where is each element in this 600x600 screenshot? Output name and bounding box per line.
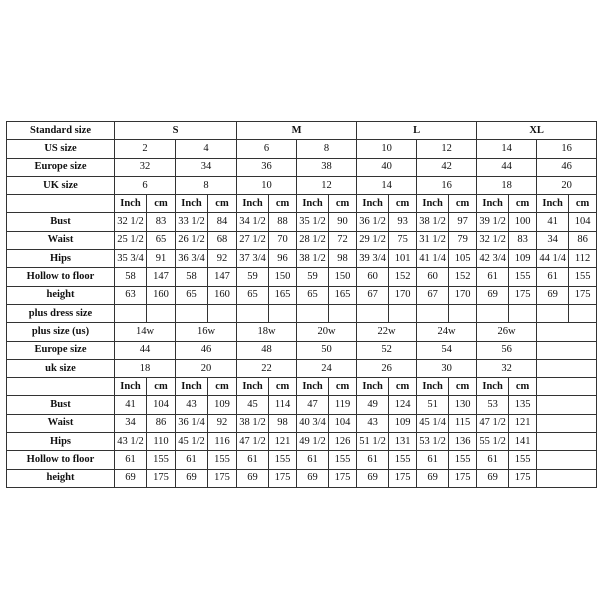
plus-measure-cell: 175 (208, 469, 237, 487)
plus-title-row (7, 304, 597, 322)
standard-size-label: Standard size (7, 122, 115, 140)
measure-cell: 83 (509, 231, 537, 249)
measure-row (7, 231, 597, 249)
measure-cell: 35 3/4 (115, 250, 147, 268)
europe-size-cell: 34 (176, 158, 237, 176)
plus-measure-cell: 61 (297, 451, 329, 469)
measure-cell: 44 1/4 (537, 250, 569, 268)
blank-cell (147, 304, 176, 322)
plus-measure-label: Hips (7, 433, 115, 451)
measure-cell: 170 (389, 286, 417, 304)
blank-cell (297, 304, 329, 322)
plus-measure-cell: 175 (269, 469, 297, 487)
plus-measure-label: height (7, 469, 115, 487)
plus-measure-cell: 175 (389, 469, 417, 487)
plus-measure-cell: 155 (449, 451, 477, 469)
measure-cell: 27 1/2 (237, 231, 269, 249)
europe-size-cell: 32 (115, 158, 176, 176)
unit-cell: Inch (477, 378, 509, 396)
plus-europe-size-cell: 48 (237, 341, 297, 359)
measure-cell: 93 (389, 213, 417, 231)
measure-cell: 175 (569, 286, 597, 304)
plus-measure-cell: 86 (147, 414, 176, 432)
measure-row (7, 213, 597, 231)
measure-cell: 72 (329, 231, 357, 249)
measure-cell: 150 (269, 268, 297, 286)
plus-measure-cell: 131 (389, 433, 417, 451)
blank-cell (509, 304, 537, 322)
blank-cell (237, 304, 269, 322)
plus-measure-row (7, 396, 597, 414)
blank-cell (537, 304, 569, 322)
unit-cell: cm (208, 195, 237, 213)
europe-size-cell: 40 (357, 158, 417, 176)
plus-measure-cell: 69 (115, 469, 147, 487)
measure-cell: 63 (115, 286, 147, 304)
plus-uk-size-label: uk size (7, 359, 115, 377)
plus-measure-cell: 45 (237, 396, 269, 414)
plus-measure-cell: 130 (449, 396, 477, 414)
measure-cell: 97 (449, 213, 477, 231)
plus-measure-cell: 119 (329, 396, 357, 414)
unit-cell: cm (208, 378, 237, 396)
blank-cell (7, 195, 115, 213)
measure-label: Hollow to floor (7, 268, 115, 286)
plus-europe-size-label: Europe size (7, 341, 115, 359)
measure-cell: 155 (509, 268, 537, 286)
us-size-cell: 2 (115, 140, 176, 158)
plus-measure-cell: 51 (417, 396, 449, 414)
standard-size-cell: S (115, 122, 237, 140)
plus-uk-size-cell: 18 (115, 359, 176, 377)
measure-cell: 37 3/4 (237, 250, 269, 268)
measure-cell: 65 (237, 286, 269, 304)
measure-cell: 70 (269, 231, 297, 249)
blank-cell (537, 359, 597, 377)
blank-cell (569, 304, 597, 322)
measure-cell: 39 1/2 (477, 213, 509, 231)
unit-cell: cm (269, 378, 297, 396)
plus-measure-cell: 121 (269, 433, 297, 451)
measure-cell: 83 (147, 213, 176, 231)
unit-cell: Inch (115, 195, 147, 213)
measure-cell: 165 (329, 286, 357, 304)
uk-size-cell: 14 (357, 176, 417, 194)
measure-cell: 67 (417, 286, 449, 304)
measure-cell: 160 (208, 286, 237, 304)
plus-uk-size-cell: 20 (176, 359, 237, 377)
blank-cell (537, 323, 597, 341)
europe-size-cell: 42 (417, 158, 477, 176)
measure-cell: 109 (509, 250, 537, 268)
plus-uk-size-cell: 32 (477, 359, 537, 377)
standard-size-cell: M (237, 122, 357, 140)
plus-measure-cell: 175 (449, 469, 477, 487)
plus-measure-cell: 53 (477, 396, 509, 414)
unit-cell: cm (509, 378, 537, 396)
unit-cell: Inch (237, 195, 269, 213)
measure-cell: 59 (237, 268, 269, 286)
measure-cell: 98 (329, 250, 357, 268)
blank-cell (269, 304, 297, 322)
unit-cell: cm (569, 195, 597, 213)
plus-measure-cell: 175 (147, 469, 176, 487)
measure-cell: 69 (477, 286, 509, 304)
plus-measure-cell: 104 (147, 396, 176, 414)
measure-cell: 84 (208, 213, 237, 231)
plus-measure-cell: 47 (297, 396, 329, 414)
measure-cell: 67 (357, 286, 389, 304)
plus-dress-size-title: plus dress size (7, 304, 115, 322)
measure-cell: 170 (449, 286, 477, 304)
plus-us-size-cell: 20w (297, 323, 357, 341)
plus-measure-cell: 116 (208, 433, 237, 451)
measure-cell: 112 (569, 250, 597, 268)
standard-size-cell: XL (477, 122, 597, 140)
plus-us-size-row (7, 323, 597, 341)
measure-cell: 31 1/2 (417, 231, 449, 249)
plus-measure-cell: 45 1/4 (417, 414, 449, 432)
plus-measure-label: Waist (7, 414, 115, 432)
plus-measure-cell: 69 (477, 469, 509, 487)
plus-measure-cell: 69 (417, 469, 449, 487)
europe-size-label: Europe size (7, 158, 115, 176)
unit-cell: Inch (176, 378, 208, 396)
size-chart-body (7, 122, 597, 488)
measure-cell: 90 (329, 213, 357, 231)
blank-cell (537, 451, 597, 469)
plus-measure-cell: 69 (237, 469, 269, 487)
plus-uk-size-row (7, 359, 597, 377)
unit-cell: Inch (297, 378, 329, 396)
measure-cell: 39 3/4 (357, 250, 389, 268)
measure-cell: 33 1/2 (176, 213, 208, 231)
plus-measure-cell: 155 (208, 451, 237, 469)
measure-label: Waist (7, 231, 115, 249)
plus-measure-row (7, 433, 597, 451)
measure-row (7, 250, 597, 268)
plus-us-size-cell: 24w (417, 323, 477, 341)
measure-cell: 32 1/2 (115, 213, 147, 231)
plus-measure-cell: 124 (389, 396, 417, 414)
measure-cell: 101 (389, 250, 417, 268)
plus-measure-cell: 175 (329, 469, 357, 487)
measure-cell: 152 (389, 268, 417, 286)
plus-measure-row (7, 414, 597, 432)
uk-size-cell: 20 (537, 176, 597, 194)
uk-size-cell: 6 (115, 176, 176, 194)
measure-cell: 35 1/2 (297, 213, 329, 231)
measure-cell: 59 (297, 268, 329, 286)
measure-cell: 88 (269, 213, 297, 231)
plus-europe-size-cell: 56 (477, 341, 537, 359)
measure-cell: 100 (509, 213, 537, 231)
blank-cell (7, 378, 115, 396)
plus-measure-label: Hollow to floor (7, 451, 115, 469)
plus-measure-cell: 110 (147, 433, 176, 451)
measure-cell: 65 (176, 286, 208, 304)
unit-cell: cm (269, 195, 297, 213)
uk-size-cell: 10 (237, 176, 297, 194)
europe-size-cell: 38 (297, 158, 357, 176)
blank-cell (537, 341, 597, 359)
measure-cell: 41 1/4 (417, 250, 449, 268)
plus-measure-label: Bust (7, 396, 115, 414)
measure-cell: 104 (569, 213, 597, 231)
plus-uk-size-cell: 24 (297, 359, 357, 377)
blank-cell (389, 304, 417, 322)
plus-measure-cell: 155 (147, 451, 176, 469)
unit-cell: Inch (417, 378, 449, 396)
unit-cell: Inch (115, 378, 147, 396)
blank-cell (115, 304, 147, 322)
plus-measure-cell: 135 (509, 396, 537, 414)
blank-cell (537, 414, 597, 432)
us-size-row (7, 140, 597, 158)
measure-cell: 58 (115, 268, 147, 286)
us-size-label: US size (7, 140, 115, 158)
measure-cell: 60 (417, 268, 449, 286)
unit-cell: Inch (176, 195, 208, 213)
plus-measure-cell: 49 (357, 396, 389, 414)
measure-cell: 42 3/4 (477, 250, 509, 268)
plus-us-size-cell: 26w (477, 323, 537, 341)
measure-cell: 34 1/2 (237, 213, 269, 231)
measure-cell: 92 (208, 250, 237, 268)
us-size-cell: 10 (357, 140, 417, 158)
measure-cell: 26 1/2 (176, 231, 208, 249)
plus-measure-cell: 47 1/2 (237, 433, 269, 451)
plus-europe-size-row (7, 341, 597, 359)
plus-measure-cell: 61 (417, 451, 449, 469)
measure-cell: 165 (269, 286, 297, 304)
standard-size-row (7, 122, 597, 140)
measure-cell: 86 (569, 231, 597, 249)
plus-measure-cell: 136 (449, 433, 477, 451)
measure-cell: 105 (449, 250, 477, 268)
plus-measure-cell: 109 (208, 396, 237, 414)
measure-cell: 68 (208, 231, 237, 249)
europe-size-row (7, 158, 597, 176)
plus-europe-size-cell: 52 (357, 341, 417, 359)
measure-label: Hips (7, 250, 115, 268)
blank-cell (329, 304, 357, 322)
measure-cell: 69 (537, 286, 569, 304)
uk-size-cell: 18 (477, 176, 537, 194)
blank-cell (537, 396, 597, 414)
plus-measure-cell: 61 (115, 451, 147, 469)
measure-cell: 41 (537, 213, 569, 231)
uk-size-label: UK size (7, 176, 115, 194)
unit-cell: cm (147, 195, 176, 213)
measure-cell: 60 (357, 268, 389, 286)
plus-measure-cell: 69 (297, 469, 329, 487)
unit-cell: cm (329, 378, 357, 396)
plus-measure-cell: 92 (208, 414, 237, 432)
plus-measure-cell: 43 1/2 (115, 433, 147, 451)
plus-measure-cell: 47 1/2 (477, 414, 509, 432)
plus-measure-cell: 98 (269, 414, 297, 432)
measure-cell: 150 (329, 268, 357, 286)
plus-measure-cell: 40 3/4 (297, 414, 329, 432)
measure-cell: 160 (147, 286, 176, 304)
measure-label: Bust (7, 213, 115, 231)
unit-cell: cm (449, 195, 477, 213)
plus-uk-size-cell: 22 (237, 359, 297, 377)
plus-measure-cell: 114 (269, 396, 297, 414)
us-size-cell: 12 (417, 140, 477, 158)
plus-measure-cell: 61 (176, 451, 208, 469)
plus-measure-cell: 53 1/2 (417, 433, 449, 451)
uk-size-cell: 12 (297, 176, 357, 194)
us-size-cell: 6 (237, 140, 297, 158)
blank-cell (537, 433, 597, 451)
plus-measure-cell: 115 (449, 414, 477, 432)
plus-us-size-cell: 22w (357, 323, 417, 341)
measure-cell: 34 (537, 231, 569, 249)
plus-measure-cell: 155 (389, 451, 417, 469)
standard-size-cell: L (357, 122, 477, 140)
unit-cell: Inch (357, 195, 389, 213)
us-size-cell: 14 (477, 140, 537, 158)
europe-size-cell: 46 (537, 158, 597, 176)
unit-cell: Inch (297, 195, 329, 213)
measure-cell: 38 1/2 (297, 250, 329, 268)
blank-cell (417, 304, 449, 322)
measure-cell: 147 (208, 268, 237, 286)
measure-cell: 61 (477, 268, 509, 286)
plus-measure-cell: 155 (509, 451, 537, 469)
uk-size-cell: 16 (417, 176, 477, 194)
uk-size-row (7, 176, 597, 194)
blank-cell (477, 304, 509, 322)
plus-us-size-cell: 16w (176, 323, 237, 341)
measure-cell: 147 (147, 268, 176, 286)
plus-measure-cell: 175 (509, 469, 537, 487)
plus-us-size-cell: 14w (115, 323, 176, 341)
plus-measure-cell: 45 1/2 (176, 433, 208, 451)
measure-cell: 58 (176, 268, 208, 286)
measure-cell: 175 (509, 286, 537, 304)
plus-measure-cell: 41 (115, 396, 147, 414)
blank-cell (176, 304, 208, 322)
plus-measure-cell: 155 (269, 451, 297, 469)
blank-cell (357, 304, 389, 322)
size-chart-table (6, 121, 597, 488)
measure-cell: 65 (297, 286, 329, 304)
measure-cell: 152 (449, 268, 477, 286)
unit-cell: Inch (417, 195, 449, 213)
unit-cell: Inch (237, 378, 269, 396)
unit-cell: cm (509, 195, 537, 213)
plus-us-size-label: plus size (us) (7, 323, 115, 341)
plus-measure-row (7, 451, 597, 469)
uk-size-cell: 8 (176, 176, 237, 194)
plus-europe-size-cell: 46 (176, 341, 237, 359)
blank-cell (537, 469, 597, 487)
plus-measure-cell: 104 (329, 414, 357, 432)
us-size-cell: 4 (176, 140, 237, 158)
plus-measure-cell: 109 (389, 414, 417, 432)
europe-size-cell: 36 (237, 158, 297, 176)
measure-cell: 36 3/4 (176, 250, 208, 268)
units-row (7, 195, 597, 213)
blank-cell (449, 304, 477, 322)
plus-uk-size-cell: 30 (417, 359, 477, 377)
measure-cell: 155 (569, 268, 597, 286)
plus-measure-cell: 43 (357, 414, 389, 432)
unit-cell: cm (389, 378, 417, 396)
measure-cell: 96 (269, 250, 297, 268)
plus-measure-cell: 61 (477, 451, 509, 469)
measure-row (7, 268, 597, 286)
blank-cell (208, 304, 237, 322)
plus-measure-cell: 49 1/2 (297, 433, 329, 451)
unit-cell: Inch (357, 378, 389, 396)
plus-uk-size-cell: 26 (357, 359, 417, 377)
plus-measure-cell: 155 (329, 451, 357, 469)
plus-measure-cell: 43 (176, 396, 208, 414)
measure-cell: 75 (389, 231, 417, 249)
plus-measure-cell: 69 (357, 469, 389, 487)
measure-cell: 65 (147, 231, 176, 249)
measure-cell: 28 1/2 (297, 231, 329, 249)
plus-measure-row (7, 469, 597, 487)
unit-cell: Inch (537, 195, 569, 213)
measure-cell: 38 1/2 (417, 213, 449, 231)
us-size-cell: 16 (537, 140, 597, 158)
plus-measure-cell: 55 1/2 (477, 433, 509, 451)
unit-cell: cm (329, 195, 357, 213)
plus-measure-cell: 69 (176, 469, 208, 487)
unit-cell: Inch (477, 195, 509, 213)
measure-cell: 79 (449, 231, 477, 249)
plus-measure-cell: 121 (509, 414, 537, 432)
measure-cell: 91 (147, 250, 176, 268)
measure-cell: 61 (537, 268, 569, 286)
plus-measure-cell: 51 1/2 (357, 433, 389, 451)
plus-us-size-cell: 18w (237, 323, 297, 341)
plus-europe-size-cell: 44 (115, 341, 176, 359)
plus-measure-cell: 126 (329, 433, 357, 451)
plus-europe-size-cell: 50 (297, 341, 357, 359)
unit-cell: cm (449, 378, 477, 396)
measure-cell: 36 1/2 (357, 213, 389, 231)
europe-size-cell: 44 (477, 158, 537, 176)
measure-cell: 32 1/2 (477, 231, 509, 249)
blank-cell (537, 378, 597, 396)
plus-measure-cell: 141 (509, 433, 537, 451)
unit-cell: cm (389, 195, 417, 213)
measure-cell: 25 1/2 (115, 231, 147, 249)
plus-measure-cell: 61 (357, 451, 389, 469)
plus-measure-cell: 38 1/2 (237, 414, 269, 432)
plus-units-row (7, 378, 597, 396)
us-size-cell: 8 (297, 140, 357, 158)
plus-measure-cell: 61 (237, 451, 269, 469)
measure-row (7, 286, 597, 304)
unit-cell: cm (147, 378, 176, 396)
measure-label: height (7, 286, 115, 304)
measure-cell: 29 1/2 (357, 231, 389, 249)
plus-measure-cell: 36 1/4 (176, 414, 208, 432)
plus-measure-cell: 34 (115, 414, 147, 432)
plus-europe-size-cell: 54 (417, 341, 477, 359)
